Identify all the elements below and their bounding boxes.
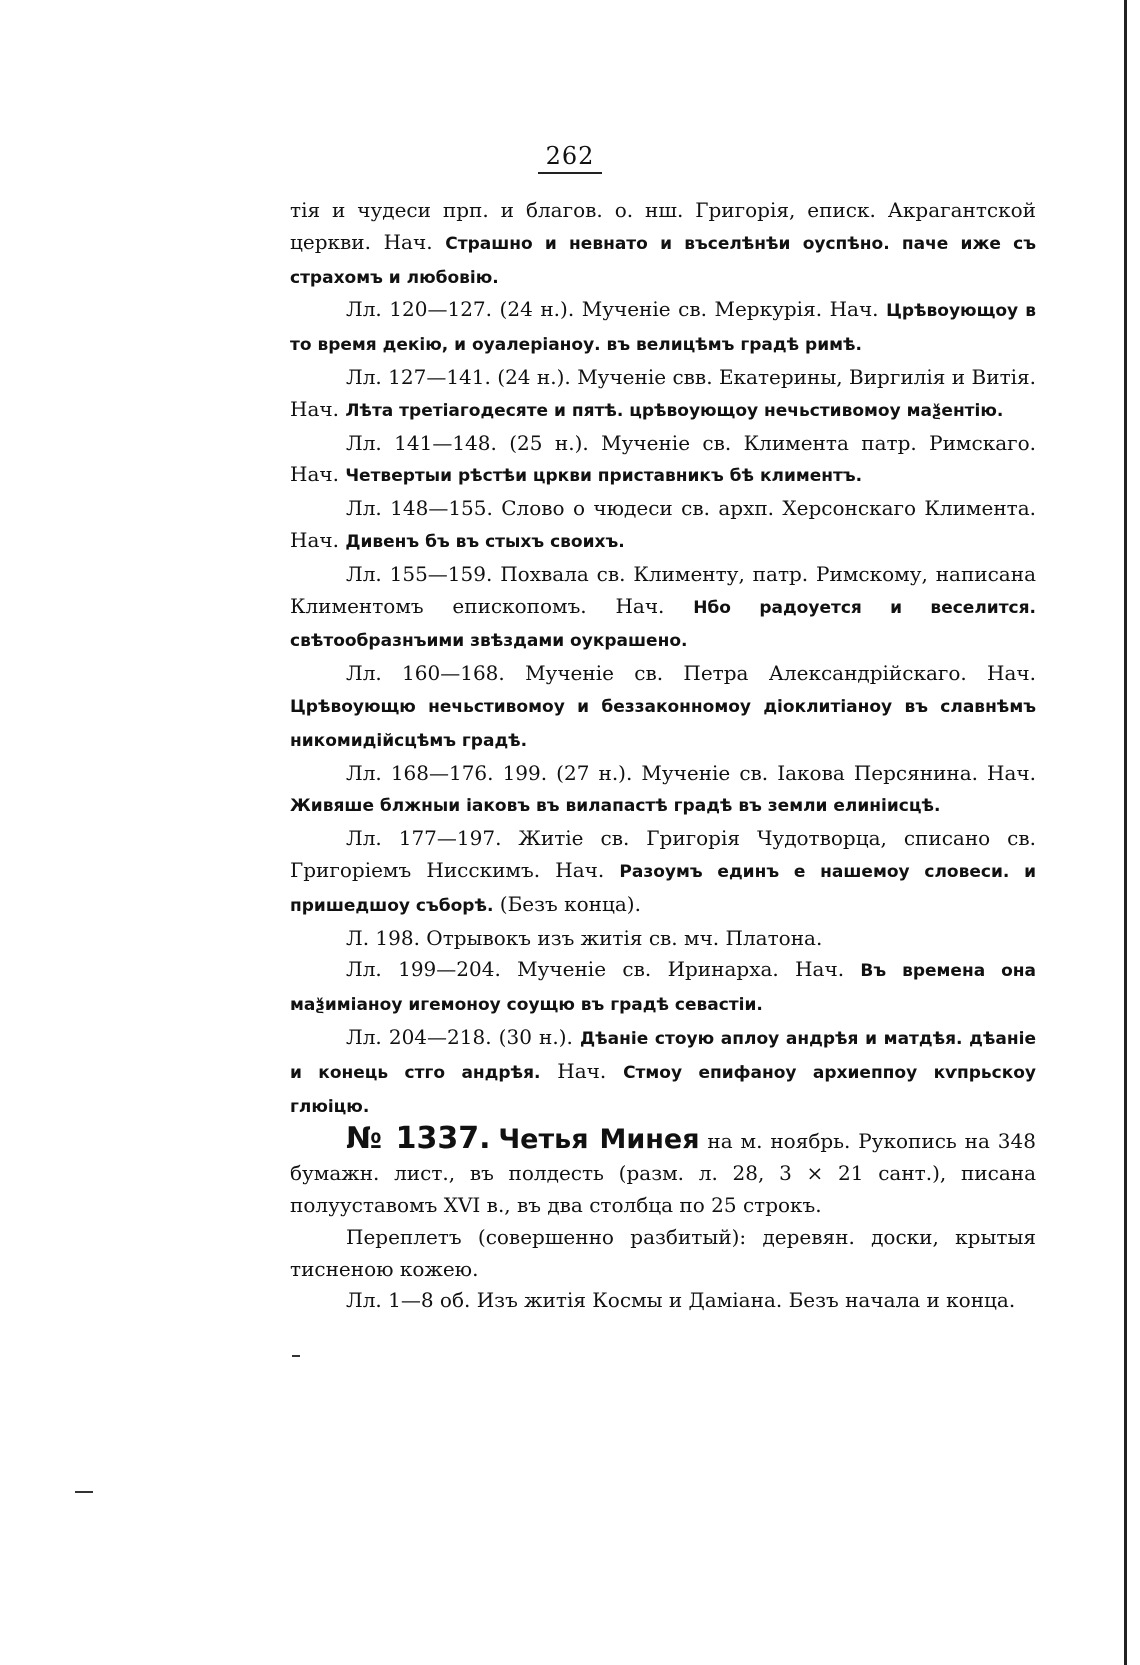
catalog-paragraph [290, 954, 1036, 1022]
church-slavonic-quote: Разоумъ единъ е нашемоу словеси. и пришедшоу съборѣ. [290, 861, 1036, 916]
church-slavonic-quote: Црѣвоующоу в то время декію, и оуалеріаноу. въ велицѣмъ градѣ римѣ. [290, 301, 1036, 356]
paragraph-text: Лл. 141—148. (25 н.). Мученіе св. Климента патр. Римскаго. Нач. [290, 430, 1036, 487]
manuscript-title: Четья Минея [498, 1124, 700, 1156]
paragraph-text: тія и чудеси прп. и благов. о. нш. Григорія, еписк. Акрагантской церкви. Нач. [290, 198, 1036, 254]
catalog-paragraph [290, 758, 1036, 824]
paragraph-text: Лл. 148—155. Слово о чюдеси св. архп. Херсонскаго Климента. Нач. [290, 496, 1036, 552]
church-slavonic-quote: Страшно и невнато и въселѣнѣи оуспѣно. паче иже съ страхомъ и любовію. [290, 233, 1036, 288]
catalog-paragraph [290, 1022, 1036, 1123]
paragraph-text: Л. 198. Отрывокъ изъ житія св. мч. Платона. [346, 925, 823, 950]
paragraph-text: Лл. 155—159. Похвала св. Клименту, патр. Римскому, написана Климентомъ епископомъ. Нач. [290, 561, 1036, 618]
paragraph-text: Лл. 127—141. (24 н.). Мученіе свв. Екатерины, Виргилія и Витія. Нач. [290, 364, 1036, 421]
church-slavonic-quote: Стмоу епифаноу архиеппоу кѵпрьскоу глюіцю. [290, 1062, 1036, 1117]
page-edge-line [1124, 0, 1127, 1665]
catalog-paragraph [290, 658, 1036, 757]
church-slavonic-quote: Четвертыи рѣстѣи цркви приставникъ бѣ климентъ. [345, 466, 863, 487]
church-slavonic-quote: Нбо радоуется и веселится. свѣтообразнъими звѣздами оукрашено. [290, 597, 1036, 652]
paragraph-text: Лл. 177—197. Житіе св. Григорія Чудотворца, списано св. Григоріемъ Нисскимъ. Нач. [290, 826, 1036, 882]
catalog-paragraph [290, 493, 1036, 559]
church-slavonic-quote: Дивенъ бъ въ стыхъ своихъ. [345, 531, 625, 552]
paragraph-text: Нач. [540, 1058, 624, 1083]
paragraph-text: Лл. 120—127. (24 н.). Мученіе св. Меркурія. Нач. [346, 297, 887, 322]
church-slavonic-quote: Црѣвоующю нечьстивомоу и беззаконномоу діоклитіаноу въ славнѣмъ никомидійсцѣмъ градѣ. [290, 696, 1036, 751]
church-slavonic-quote: Лѣта третіагодесяте и пятѣ. црѣвоующоу нечьстивомоу маѯентію. [345, 400, 1004, 421]
catalog-paragraph [290, 362, 1036, 428]
catalog-paragraph [290, 1285, 1036, 1317]
paragraph-text: на м. ноябрь. Рукопись на 348 бумажн. лист., въ полдесть (разм. л. 28, 3 × 21 сант.), писана полууставомъ XVI в., въ два столбца по 25 строкъ. [290, 1129, 1036, 1217]
church-slavonic-quote: Живяше блжныи іаковъ въ вилапастѣ градѣ въ земли елиніисцѣ. [290, 796, 941, 817]
paragraph-text: Лл. 1—8 об. Изъ житія Космы и Даміана. Безъ начала и конца. [346, 1288, 1016, 1313]
catalog-paragraph [290, 294, 1036, 362]
catalog-paragraph [290, 1222, 1036, 1286]
paragraph-text: Лл. 160—168. Мученіе св. Петра Александрійскаго. Нач. [346, 661, 1036, 686]
church-slavonic-quote: Дѣаніе стоую аплоу андрѣя и матдѣя. дѣаніе и конець стго андрѣя. [290, 1028, 1036, 1083]
page-number-text: 262 [538, 142, 603, 174]
page-number [0, 142, 1140, 170]
manuscript-number: № 1337. [346, 1121, 491, 1157]
catalog-text-body [290, 195, 1036, 1317]
church-slavonic-quote: Въ времена она маѯиміаноу игемоноу соущю въ градѣ севастіи. [290, 961, 1036, 1016]
catalog-paragraph [290, 1123, 1036, 1221]
paragraph-text: Лл. 204—218. (30 н.). [346, 1024, 580, 1049]
catalog-paragraph [290, 923, 1036, 955]
catalog-paragraph [290, 559, 1036, 658]
paragraph-text: Лл. 168—176. 199. (27 н.). Мученіе св. Іакова Персянина. Нач. [346, 760, 1036, 785]
print-speck [75, 1491, 93, 1493]
paragraph-text: (Безъ конца). [493, 891, 641, 916]
paragraph-text: Лл. 199—204. Мученіе св. Иринарха. Нач. [346, 957, 861, 982]
catalog-paragraph [290, 823, 1036, 922]
print-speck [292, 1355, 300, 1357]
paragraph-text: Переплетъ (совершенно разбитый): деревян. доски, крытыя тисненою кожею. [290, 1224, 1036, 1281]
catalog-paragraph [290, 195, 1036, 294]
catalog-paragraph [290, 428, 1036, 494]
